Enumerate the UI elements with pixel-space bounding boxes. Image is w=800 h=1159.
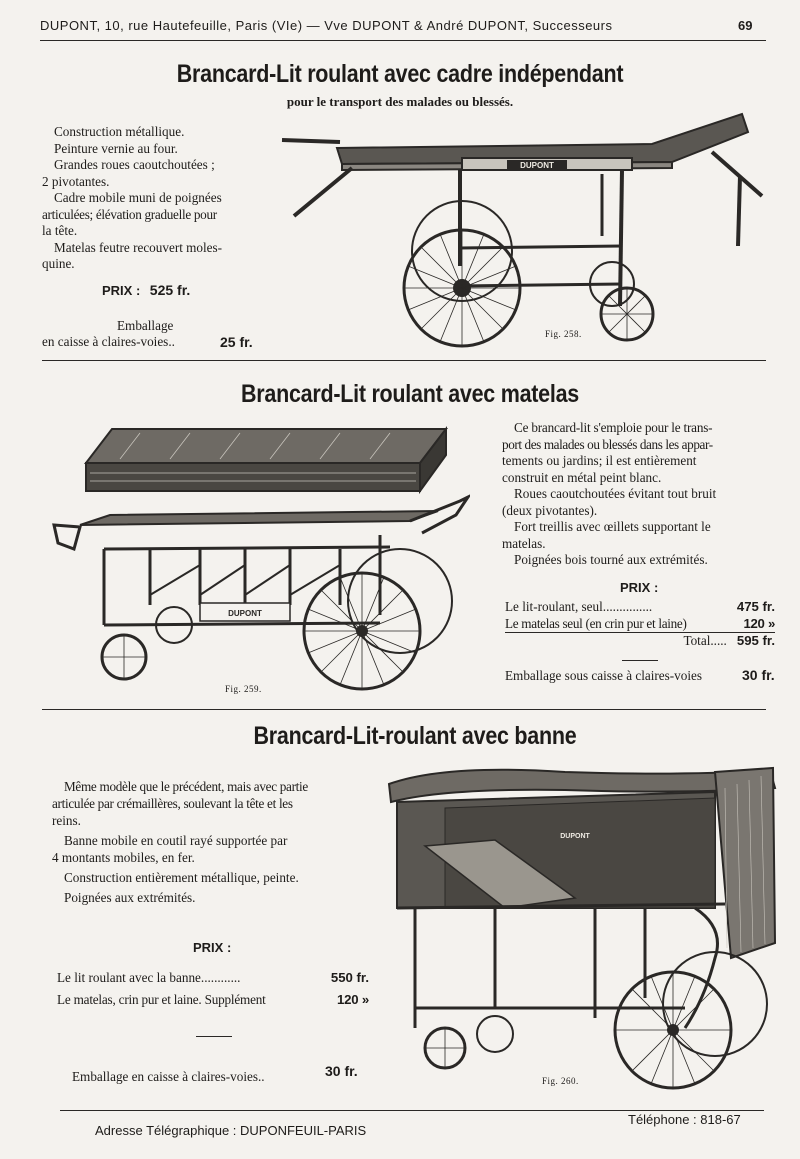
- stretcher-canopy-illustration: [385, 758, 780, 1098]
- s2-line: (deux pivotantes).: [502, 502, 598, 518]
- price-row-total: [505, 633, 775, 650]
- s1-line: articulées; élévation graduelle pour: [42, 206, 217, 222]
- s3-line: Poignées aux extrémités.: [64, 890, 196, 905]
- section2-price-list: [505, 599, 775, 650]
- section2-title: Brancard-Lit roulant avec matelas: [240, 380, 580, 408]
- s2-packing: Emballage sous caisse à claires-voies: [505, 668, 703, 683]
- price-item-label: Le matelas seul (en crin pur et laine): [505, 615, 687, 631]
- figure-260-caption: Fig. 260.: [542, 1076, 579, 1086]
- s1-line: 2 pivotantes.: [42, 173, 110, 189]
- price-row: [57, 967, 369, 989]
- section1-title: Brancard-Lit roulant avec cadre indépendant: [176, 60, 624, 88]
- s1-line: Peinture vernie au four.: [54, 140, 178, 156]
- price-item-label: Le matelas, crin pur et laine. Supplément: [57, 992, 266, 1007]
- s1-line: Cadre mobile muni de poignées: [54, 190, 222, 205]
- price-item-value: 475 fr.: [736, 599, 775, 614]
- figure-259-caption: Fig. 259.: [225, 684, 262, 694]
- s3-line: Même modèle que le précédent, mais avec partie: [64, 779, 308, 794]
- stretcher-mattress-illustration: [50, 425, 470, 695]
- s3-line: Construction entièrement métallique, peinte.: [64, 870, 299, 885]
- price-item-value: 550 fr.: [330, 970, 369, 985]
- page-header: DUPONT, 10, rue Hautefeuille, Paris (VIe) — Vve DUPONT & André DUPONT, Successeurs: [40, 18, 613, 33]
- s3-price-label: PRIX :: [193, 940, 232, 955]
- s1-stretcher-label: DUPONT: [520, 161, 554, 170]
- price-row: [505, 599, 775, 616]
- s3-packing: Emballage en caisse à claires-voies..: [72, 1069, 265, 1084]
- s3-packing-value: 30 fr.: [325, 1063, 358, 1079]
- s3-stretcher-label: DUPONT: [560, 833, 590, 840]
- s2-line: Ce brancard-lit s'emploie pour le trans-: [514, 420, 713, 435]
- page-number: 69: [738, 18, 753, 33]
- s1-line: Construction métallique.: [54, 124, 185, 139]
- s1-line: Matelas feutre recouvert moles-: [54, 239, 223, 255]
- section3-description: [52, 778, 368, 906]
- s3-line: articulée par crémaillères, soulevant la tête et les: [52, 796, 293, 811]
- price-item-value: 120 »: [336, 992, 369, 1007]
- telephone: Téléphone : 818-67: [628, 1112, 741, 1127]
- s3-line: 4 montants mobiles, en fer.: [52, 850, 195, 865]
- price-item-value: 120 »: [743, 615, 775, 631]
- s1-price-value: 525 fr.: [149, 282, 191, 298]
- price-row: [57, 989, 369, 1011]
- price-item-label: Le lit-roulant, seul...............: [505, 599, 653, 614]
- s1-line: quine.: [42, 256, 75, 271]
- section1-subtitle: pour le transport des malades ou blessés.: [286, 94, 514, 109]
- s2-line: Fort treillis avec œillets supportant le: [514, 519, 711, 534]
- short-rule: [622, 660, 658, 661]
- s1-line: la tête.: [42, 223, 78, 238]
- section-divider: [42, 360, 766, 361]
- section1-price: [102, 282, 190, 300]
- s1-packing-value: 25 fr.: [220, 334, 253, 350]
- s2-price-label: PRIX :: [620, 580, 659, 595]
- s1-price-label: PRIX :: [102, 283, 141, 298]
- short-rule: [196, 1036, 232, 1037]
- s1-packing-line1: Emballage: [117, 318, 174, 333]
- section1-description: [42, 124, 267, 273]
- s3-line: reins.: [52, 813, 81, 828]
- telegraph-address: Adresse Télégraphique : DUPONFEUIL-PARIS: [95, 1123, 367, 1138]
- s2-line: Roues caoutchoutées évitant tout bruit: [514, 486, 717, 501]
- section-divider: [42, 709, 766, 710]
- s1-line: Grandes roues caoutchoutées ;: [54, 157, 215, 172]
- s2-packing-value: 30 fr.: [742, 667, 775, 683]
- header-rule: [40, 40, 766, 41]
- section2-description: [502, 420, 776, 569]
- section3-title: Brancard-Lit-roulant avec banne: [253, 722, 577, 750]
- footer-rule: [60, 1110, 764, 1111]
- stretcher-bed-illustration: [272, 96, 772, 354]
- s2-stretcher-label: DUPONT: [228, 609, 262, 618]
- s2-line: construit en métal peint blanc.: [502, 469, 662, 485]
- figure-258-caption: Fig. 258.: [545, 329, 582, 339]
- price-item-value: 595 fr.: [736, 633, 775, 648]
- price-row: [505, 616, 775, 634]
- s2-line: port des malades ou blessés dans les appar-: [502, 436, 713, 452]
- s3-line: Banne mobile en coutil rayé supportée par: [64, 833, 288, 848]
- s2-line: tements ou jardins; il est entièrement: [502, 453, 697, 468]
- price-item-label: Le lit roulant avec la banne............: [57, 970, 241, 985]
- section3-price-list: [57, 967, 369, 1011]
- price-item-label: Total.....: [683, 633, 727, 648]
- s2-line: Poignées bois tourné aux extrémités.: [514, 552, 708, 567]
- s2-line: matelas.: [502, 535, 546, 551]
- s1-packing-line2: en caisse à claires-voies..: [42, 334, 175, 349]
